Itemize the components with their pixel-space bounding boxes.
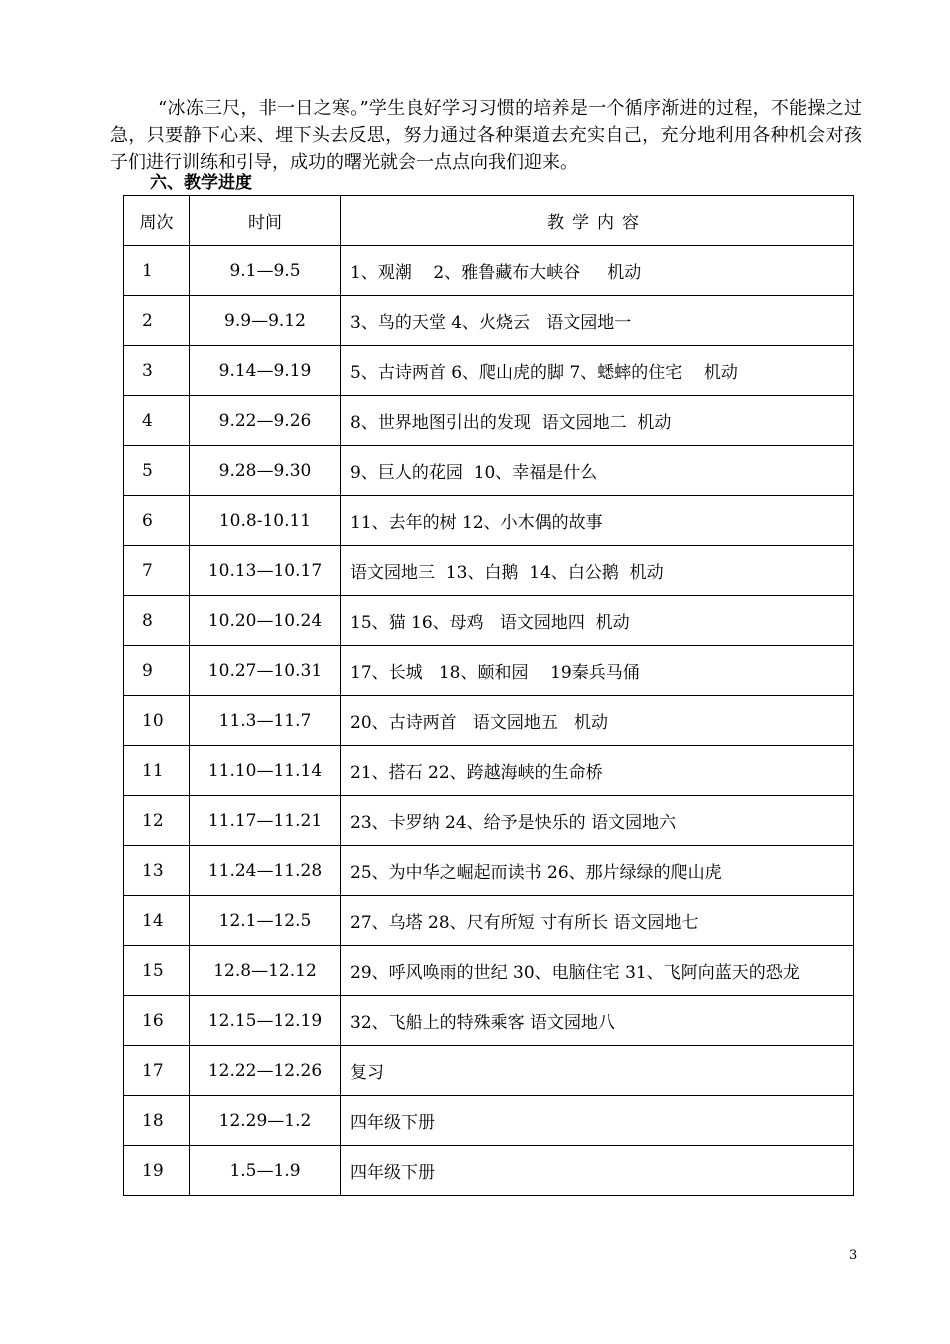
section-heading: 六、教学进度 [150,173,252,193]
cell-content: 17、长城 18、颐和园 19秦兵马俑 [341,646,854,696]
table-row [124,1046,854,1096]
table-row [124,1146,854,1196]
table-row [124,1096,854,1146]
cell-content: 21、搭石 22、跨越海峡的生命桥 [341,746,854,796]
cell-week: 18 [124,1096,190,1146]
cell-time: 9.22—9.26 [190,396,341,446]
cell-time: 1.5—1.9 [190,1146,341,1196]
cell-time: 10.20—10.24 [190,596,341,646]
cell-time: 9.9—9.12 [190,296,341,346]
cell-content: 5、古诗两首 6、爬山虎的脚 7、蟋蟀的住宅 机动 [341,346,854,396]
table-row [124,246,854,296]
cell-week: 16 [124,996,190,1046]
cell-week: 15 [124,946,190,996]
cell-week: 5 [124,446,190,496]
cell-week: 19 [124,1146,190,1196]
cell-time: 12.29—1.2 [190,1096,341,1146]
cell-week: 4 [124,396,190,446]
cell-time: 9.1—9.5 [190,246,341,296]
cell-content: 9、巨人的花园 10、幸福是什么 [341,446,854,496]
cell-time: 12.22—12.26 [190,1046,341,1096]
table-row [124,546,854,596]
table-row [124,346,854,396]
teaching-schedule-table [123,195,854,1196]
cell-time: 10.27—10.31 [190,646,341,696]
cell-week: 17 [124,1046,190,1096]
table-row [124,696,854,746]
cell-content: 23、卡罗纳 24、给予是快乐的 语文园地六 [341,796,854,846]
table-row [124,446,854,496]
table-row [124,496,854,546]
cell-content: 29、呼风唤雨的世纪 30、电脑住宅 31、飞阿向蓝天的恐龙 [341,946,854,996]
cell-week: 8 [124,596,190,646]
cell-content: 32、飞船上的特殊乘客 语文园地八 [341,996,854,1046]
cell-week: 2 [124,296,190,346]
table-row [124,746,854,796]
cell-week: 3 [124,346,190,396]
cell-time: 11.17—11.21 [190,796,341,846]
header-week: 周次 [124,196,190,246]
header-time: 时间 [190,196,341,246]
header-content: 教学内容 [341,196,854,246]
table-row [124,796,854,846]
cell-time: 11.10—11.14 [190,746,341,796]
cell-week: 12 [124,796,190,846]
cell-content: 1、观潮 2、雅鲁藏布大峡谷 机动 [341,246,854,296]
cell-week: 9 [124,646,190,696]
cell-content: 复习 [341,1046,854,1096]
table-row [124,646,854,696]
table-row [124,596,854,646]
table-row [124,396,854,446]
cell-content: 15、猫 16、母鸡 语文园地四 机动 [341,596,854,646]
table-header-row [124,196,854,246]
cell-content: 8、世界地图引出的发现 语文园地二 机动 [341,396,854,446]
cell-week: 10 [124,696,190,746]
cell-time: 9.14—9.19 [190,346,341,396]
cell-content: 27、乌塔 28、尺有所短 寸有所长 语文园地七 [341,896,854,946]
cell-week: 1 [124,246,190,296]
cell-time: 11.3—11.7 [190,696,341,746]
cell-week: 7 [124,546,190,596]
cell-week: 6 [124,496,190,546]
intro-paragraph: “冰冻三尺，非一日之寒。”学生良好学习习惯的培养是一个循序渐进的过程，不能操之过急，只要静下心来、埋下头去反思，努力通过各种渠道去充实自己，充分地利用各种机会对孩子们进行训练和引导，成功的曙光就会一点点向我们迎来。 [110,98,862,173]
table-row [124,846,854,896]
cell-time: 11.24—11.28 [190,846,341,896]
table-row [124,996,854,1046]
cell-content: 语文园地三 13、白鹅 14、白公鹅 机动 [341,546,854,596]
cell-content: 四年级下册 [341,1096,854,1146]
cell-time: 9.28—9.30 [190,446,341,496]
cell-week: 14 [124,896,190,946]
cell-content: 四年级下册 [341,1146,854,1196]
cell-week: 13 [124,846,190,896]
cell-content: 3、鸟的天堂 4、火烧云 语文园地一 [341,296,854,346]
cell-content: 20、古诗两首 语文园地五 机动 [341,696,854,746]
cell-content: 25、为中华之崛起而读书 26、那片绿绿的爬山虎 [341,846,854,896]
cell-time: 12.15—12.19 [190,996,341,1046]
table-row [124,296,854,346]
cell-time: 10.13—10.17 [190,546,341,596]
page-number: 3 [849,1248,858,1263]
table-row [124,946,854,996]
cell-week: 11 [124,746,190,796]
cell-time: 10.8-10.11 [190,496,341,546]
cell-time: 12.1—12.5 [190,896,341,946]
cell-content: 11、去年的树 12、小木偶的故事 [341,496,854,546]
table-row [124,896,854,946]
cell-time: 12.8—12.12 [190,946,341,996]
